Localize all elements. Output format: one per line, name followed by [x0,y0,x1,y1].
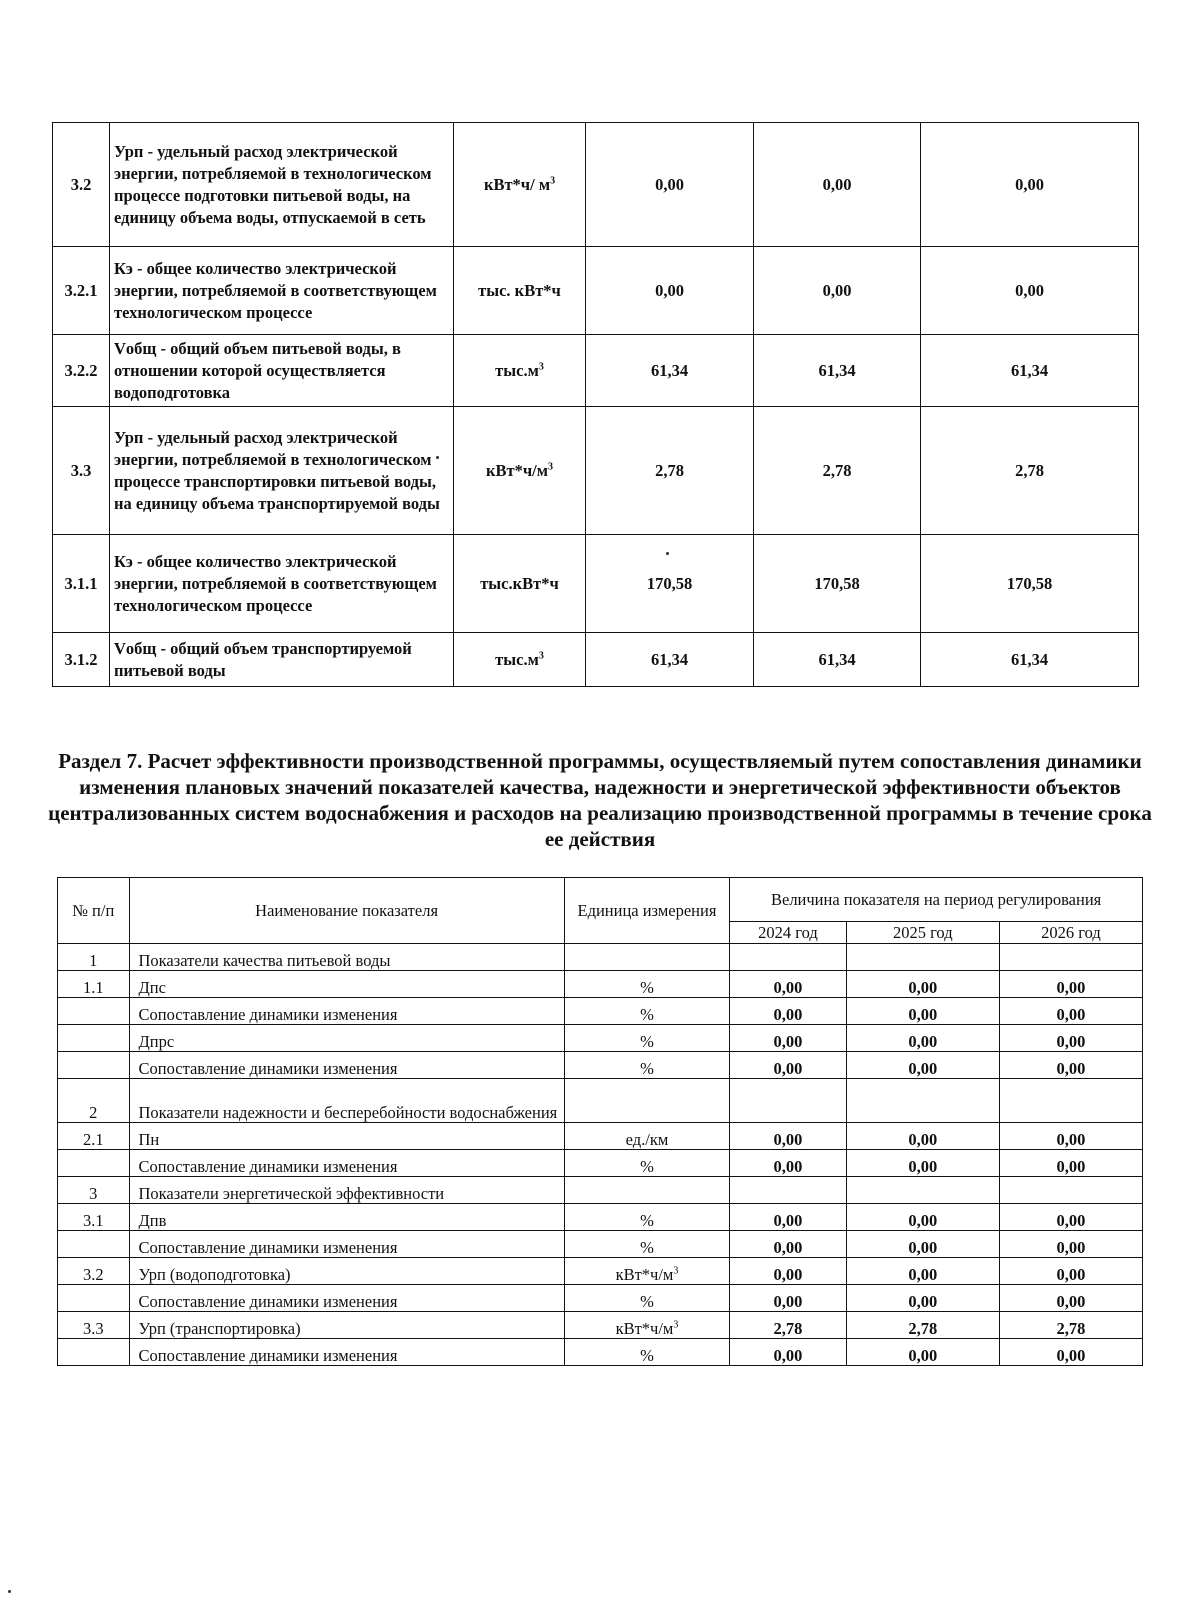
value-2025: 0,00 [846,1123,999,1150]
indicator-name: Урп - удельный расход электрической энергии, потребляемой в технологическом процессе транспортировки питьевой воды, на единицу объема транспортируемой воды [110,407,454,535]
value-2026: 2,78 [999,1312,1142,1339]
unit-cell [454,335,586,407]
indicator-name: Кэ - общее количество электрической энергии, потребляемой в соответствующем технологическом процессе [110,247,454,335]
value-2024: 61,34 [586,633,754,687]
value-2025: 0,00 [846,1258,999,1285]
indicator-name: Сопоставление динамики изменения [129,1285,564,1312]
unit-cell [454,633,586,687]
value-2025: 0,00 [846,1204,999,1231]
indicator-name: Сопоставление динамики изменения [129,1339,564,1366]
unit-superscript: 3 [538,650,544,661]
table2-row [58,971,1143,998]
table2-row [58,1204,1143,1231]
value-2025: 2,78 [754,407,921,535]
value-2024: 0,00 [730,1150,846,1177]
value-2026: 0,00 [921,123,1139,247]
value-2025: 0,00 [754,247,921,335]
value-2026: 2,78 [921,407,1139,535]
row-number: 3.2.1 [53,247,110,335]
header-num: № п/п [58,878,130,944]
unit-text: тыс.м [495,649,539,669]
unit-cell [454,407,586,535]
indicator-name: Сопоставление динамики изменения [129,1052,564,1079]
unit-cell [454,123,586,247]
table2-row [58,1285,1143,1312]
value-2024: 0,00 [730,1025,846,1052]
value-2026 [999,1177,1142,1204]
unit-cell [564,1231,730,1258]
unit-text: % [640,1211,654,1230]
table1-row [53,633,1139,687]
table2-row [58,1025,1143,1052]
unit-text: % [640,1238,654,1257]
header-name: Наименование показателя [129,878,564,944]
value-2025: 0,00 [846,1052,999,1079]
efficiency-table [57,877,1143,1366]
value-2026: 0,00 [999,1258,1142,1285]
unit-cell [564,998,730,1025]
row-number: 2.1 [58,1123,130,1150]
value-2026: 0,00 [999,1339,1142,1366]
value-2026: 0,00 [999,1231,1142,1258]
value-2026 [999,944,1142,971]
value-2026: 170,58 [921,535,1139,633]
unit-superscript: 3 [673,1265,679,1277]
unit-text: % [640,1005,654,1024]
value-2024: 0,00 [730,1204,846,1231]
table1-row [53,535,1139,633]
row-number [58,1025,130,1052]
indicator-name: Показатели энергетической эффективности [129,1177,564,1204]
unit-cell [564,1150,730,1177]
value-2024: 0,00 [730,1052,846,1079]
value-2025: 0,00 [846,1231,999,1258]
unit-text: кВт*ч/м [615,1265,674,1284]
value-2025: 0,00 [846,971,999,998]
value-2025: 170,58 [754,535,921,633]
unit-text: % [640,1059,654,1078]
indicator-name: Сопоставление динамики изменения [129,1231,564,1258]
unit-cell [564,1285,730,1312]
value-2026 [999,1079,1142,1123]
row-number: 2 [58,1079,130,1123]
energy-indicators-table [52,122,1139,687]
unit-text: ед./км [625,1130,669,1149]
indicator-name: Vобщ - общий объем транспортируемой питьевой воды [110,633,454,687]
value-2026: 0,00 [999,1025,1142,1052]
value-2025: 2,78 [846,1312,999,1339]
indicator-name: Показатели надежности и бесперебойности водоснабжения [129,1079,564,1123]
unit-superscript: 3 [673,1319,679,1331]
value-2025: 0,00 [846,1285,999,1312]
indicator-name: Пн [129,1123,564,1150]
value-2025 [846,1177,999,1204]
scan-speck [436,456,439,459]
unit-cell [454,535,586,633]
table2-row [58,1123,1143,1150]
unit-cell [564,944,730,971]
row-number: 3.2 [58,1258,130,1285]
header-year-2024: 2024 год [730,922,846,944]
value-2024: 0,00 [586,123,754,247]
table2-row [58,1312,1143,1339]
row-number: 1.1 [58,971,130,998]
unit-text: % [640,978,654,997]
unit-cell [564,1052,730,1079]
value-2024: 2,78 [730,1312,846,1339]
indicator-name: Дпв [129,1204,564,1231]
value-2026: 0,00 [999,1150,1142,1177]
unit-cell [564,1079,730,1123]
indicator-name: Показатели качества питьевой воды [129,944,564,971]
unit-cell [454,247,586,335]
row-number: 1 [58,944,130,971]
row-number [58,1285,130,1312]
value-2024: 0,00 [730,971,846,998]
unit-cell [564,1258,730,1285]
value-2026: 0,00 [921,247,1139,335]
indicator-name: Дпрс [129,1025,564,1052]
unit-cell [564,1177,730,1204]
row-number: 3.2.2 [53,335,110,407]
unit-text: % [640,1346,654,1365]
section-7-title: Раздел 7. Расчет эффективности производственной программы, осуществляемый путем сопоставления динамики изменения плановых значений показателей качества, надежности и энергетической эффективности объектов централизованных систем водоснабжения и расходов на реализацию производственной программы в течение срока ее действия [48,749,1152,851]
value-2026: 61,34 [921,335,1139,407]
indicator-name: Урп (водоподготовка) [129,1258,564,1285]
row-number [58,1150,130,1177]
unit-text: тыс. кВт*ч [478,280,561,300]
scan-speck [8,1590,11,1593]
value-2026: 0,00 [999,1052,1142,1079]
value-2026: 0,00 [999,1123,1142,1150]
table2-row [58,1079,1143,1123]
header-unit: Единица измерения [564,878,730,944]
unit-cell [564,1312,730,1339]
row-number: 3.1.1 [53,535,110,633]
table2-row [58,1339,1143,1366]
scan-speck [666,552,669,555]
unit-text: % [640,1292,654,1311]
unit-text: кВт*ч/м [615,1319,674,1338]
row-number: 3.1.2 [53,633,110,687]
unit-text: тыс.м [495,360,539,380]
indicator-name: Сопоставление динамики изменения [129,998,564,1025]
value-2024 [730,944,846,971]
row-number: 3 [58,1177,130,1204]
table1-row [53,407,1139,535]
unit-superscript: 3 [538,361,544,372]
value-2024: 2,78 [586,407,754,535]
row-number: 3.2 [53,123,110,247]
value-2025 [846,1079,999,1123]
value-2025: 61,34 [754,335,921,407]
value-2025: 61,34 [754,633,921,687]
value-2026: 0,00 [999,1285,1142,1312]
row-number [58,1231,130,1258]
table2-row [58,1052,1143,1079]
header-year-2025: 2025 год [846,922,999,944]
row-number: 3.1 [58,1204,130,1231]
value-2024: 0,00 [730,1258,846,1285]
row-number [58,1339,130,1366]
table1-row [53,123,1139,247]
row-number: 3.3 [53,407,110,535]
value-2025: 0,00 [846,1150,999,1177]
indicator-name: Урп (транспортировка) [129,1312,564,1339]
value-2026: 0,00 [999,971,1142,998]
value-2025: 0,00 [846,1025,999,1052]
unit-text: % [640,1032,654,1051]
unit-cell [564,1025,730,1052]
value-2026: 0,00 [999,1204,1142,1231]
header-period: Величина показателя на период регулирования [730,878,1143,922]
indicator-name: Кэ - общее количество электрической энергии, потребляемой в соответствующем технологическом процессе [110,535,454,633]
row-number [58,1052,130,1079]
indicator-name: Сопоставление динамики изменения [129,1150,564,1177]
value-2026: 0,00 [999,998,1142,1025]
unit-text: тыс.кВт*ч [480,573,559,593]
value-2024: 0,00 [730,1231,846,1258]
table2-row [58,998,1143,1025]
value-2024: 0,00 [730,998,846,1025]
value-2025 [846,944,999,971]
value-2025: 0,00 [846,998,999,1025]
value-2024: 0,00 [730,1339,846,1366]
header-year-2026: 2026 год [999,922,1142,944]
row-number: 3.3 [58,1312,130,1339]
value-2024: 61,34 [586,335,754,407]
indicator-name: Vобщ - общий объем питьевой воды, в отношении которой осуществляется водоподготовка [110,335,454,407]
unit-cell [564,1123,730,1150]
row-number [58,998,130,1025]
value-2025: 0,00 [754,123,921,247]
unit-text: % [640,1157,654,1176]
unit-text: кВт*ч/м [486,460,548,480]
table2-row [58,1150,1143,1177]
table2-row [58,1177,1143,1204]
value-2024: 0,00 [730,1123,846,1150]
table2-row [58,1231,1143,1258]
table2-row [58,1258,1143,1285]
indicator-name: Урп - удельный расход электрической энергии, потребляемой в технологическом процессе подготовки питьевой воды, на единицу объема воды, отпускаемой в сеть [110,123,454,247]
value-2024: 0,00 [586,247,754,335]
unit-cell [564,1204,730,1231]
unit-cell [564,971,730,998]
unit-text: кВт*ч/ м [483,174,551,194]
table2-row [58,944,1143,971]
unit-superscript: 3 [550,175,556,186]
value-2024: 0,00 [730,1285,846,1312]
value-2025: 0,00 [846,1339,999,1366]
indicator-name: Дпс [129,971,564,998]
value-2026: 61,34 [921,633,1139,687]
table1-row [53,247,1139,335]
value-2024: 170,58 [586,535,754,633]
value-2024 [730,1079,846,1123]
value-2024 [730,1177,846,1204]
unit-superscript: 3 [548,461,553,472]
table1-row [53,335,1139,407]
unit-cell [564,1339,730,1366]
